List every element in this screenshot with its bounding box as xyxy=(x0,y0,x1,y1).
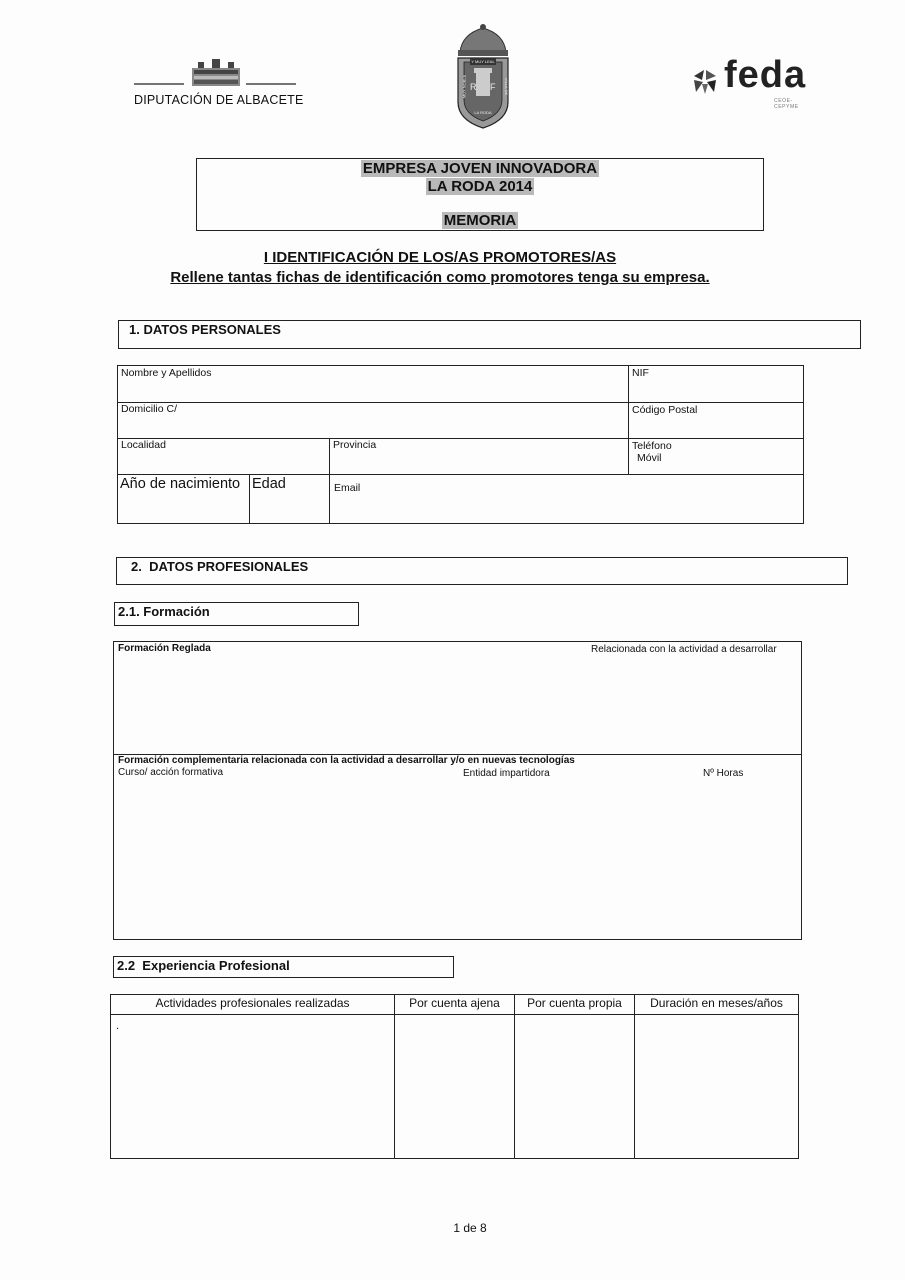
la-roda-crest xyxy=(452,22,514,130)
exp-propia-cell[interactable] xyxy=(516,1016,633,1156)
localidad-field[interactable]: Localidad xyxy=(121,439,166,451)
crest-initial-left: R xyxy=(470,82,477,92)
formacion-reglada-area[interactable] xyxy=(116,658,799,752)
codigo-postal-field[interactable]: Código Postal xyxy=(632,404,698,416)
exp-ajena-cell[interactable] xyxy=(396,1016,513,1156)
feda-subtitle: CEOE-CEPYME xyxy=(774,98,799,110)
title-line-2: LA RODA 2014 xyxy=(427,178,533,195)
edad-field[interactable]: Edad xyxy=(252,476,286,492)
complementaria-label: Formación complementaria relacionada con la actividad a desarrollar y/o en nuevas tecnologías xyxy=(118,755,575,766)
crest-initial-right: F xyxy=(490,82,496,92)
horas-label: Nº Horas xyxy=(703,768,744,779)
exp-col-actividades: Actividades profesionales realizadas xyxy=(155,996,350,1010)
section-subtitle: Rellene tantas fichas de identificación como promotores tenga su empresa. xyxy=(170,269,710,286)
formacion-heading: 2.1. Formación xyxy=(118,604,210,619)
complementaria-area[interactable] xyxy=(116,782,799,937)
title-line-1: EMPRESA JOVEN INNOVADORA xyxy=(362,160,598,177)
domicilio-field[interactable]: Domicilio C/ xyxy=(121,403,178,415)
exp-first-cell-text: . xyxy=(116,1020,120,1032)
page-number: 1 de 8 xyxy=(453,1221,487,1235)
telefono-label: Teléfono xyxy=(632,440,672,452)
exp-actividades-cell[interactable] xyxy=(113,1016,393,1156)
formacion-reglada-label: Formación Reglada xyxy=(118,643,211,654)
diputacion-logo xyxy=(132,58,302,110)
experiencia-table xyxy=(110,994,799,1159)
crest-text-bottom: LA RODA xyxy=(474,110,492,115)
exp-col-duracion: Duración en meses/años xyxy=(650,996,783,1010)
personal-heading: 1. DATOS PERSONALES xyxy=(129,322,281,337)
title-box xyxy=(196,158,764,231)
nif-field[interactable]: NIF xyxy=(632,367,649,379)
crest-text-left: MUY NOBLE xyxy=(461,74,467,99)
formacion-heading-box xyxy=(114,602,359,626)
section-title: I IDENTIFICACIÓN DE LOS/AS PROMOTORES/AS xyxy=(263,249,617,266)
crest-text-right: VILLA DE xyxy=(504,77,510,96)
exp-col-propia: Por cuenta propia xyxy=(527,996,622,1010)
feda-symbol-icon xyxy=(690,66,720,96)
formacion-table xyxy=(113,641,802,940)
personal-table xyxy=(117,365,804,524)
diputacion-emblem xyxy=(132,58,302,88)
professional-heading-box xyxy=(116,557,848,585)
movil-label: Móvil xyxy=(637,452,662,464)
personal-heading-box xyxy=(118,320,861,349)
crest-text-top: Y MUY LEAL xyxy=(471,59,495,64)
experiencia-heading: 2.2 Experiencia Profesional xyxy=(117,958,290,973)
title-line-3: MEMORIA xyxy=(443,212,517,229)
telefono-field[interactable] xyxy=(632,440,802,473)
email-field[interactable]: Email xyxy=(334,482,361,494)
relacionada-label: Relacionada con la actividad a desarrollar xyxy=(591,644,777,655)
entidad-label: Entidad impartidora xyxy=(463,768,550,779)
professional-heading: 2. DATOS PROFESIONALES xyxy=(131,559,309,574)
feda-wordmark: feda xyxy=(724,54,807,96)
curso-label: Curso/ acción formativa xyxy=(118,767,224,778)
exp-col-ajena: Por cuenta ajena xyxy=(409,996,500,1010)
provincia-field[interactable]: Provincia xyxy=(333,439,377,451)
experiencia-heading-box xyxy=(113,956,454,978)
exp-duracion-cell[interactable] xyxy=(636,1016,797,1156)
feda-logo xyxy=(690,54,810,112)
nombre-field[interactable]: Nombre y Apellidos xyxy=(121,367,212,379)
diputacion-name: DIPUTACIÓN DE ALBACETE xyxy=(134,93,304,107)
ano-nacimiento-field[interactable]: Año de nacimiento xyxy=(120,476,241,492)
